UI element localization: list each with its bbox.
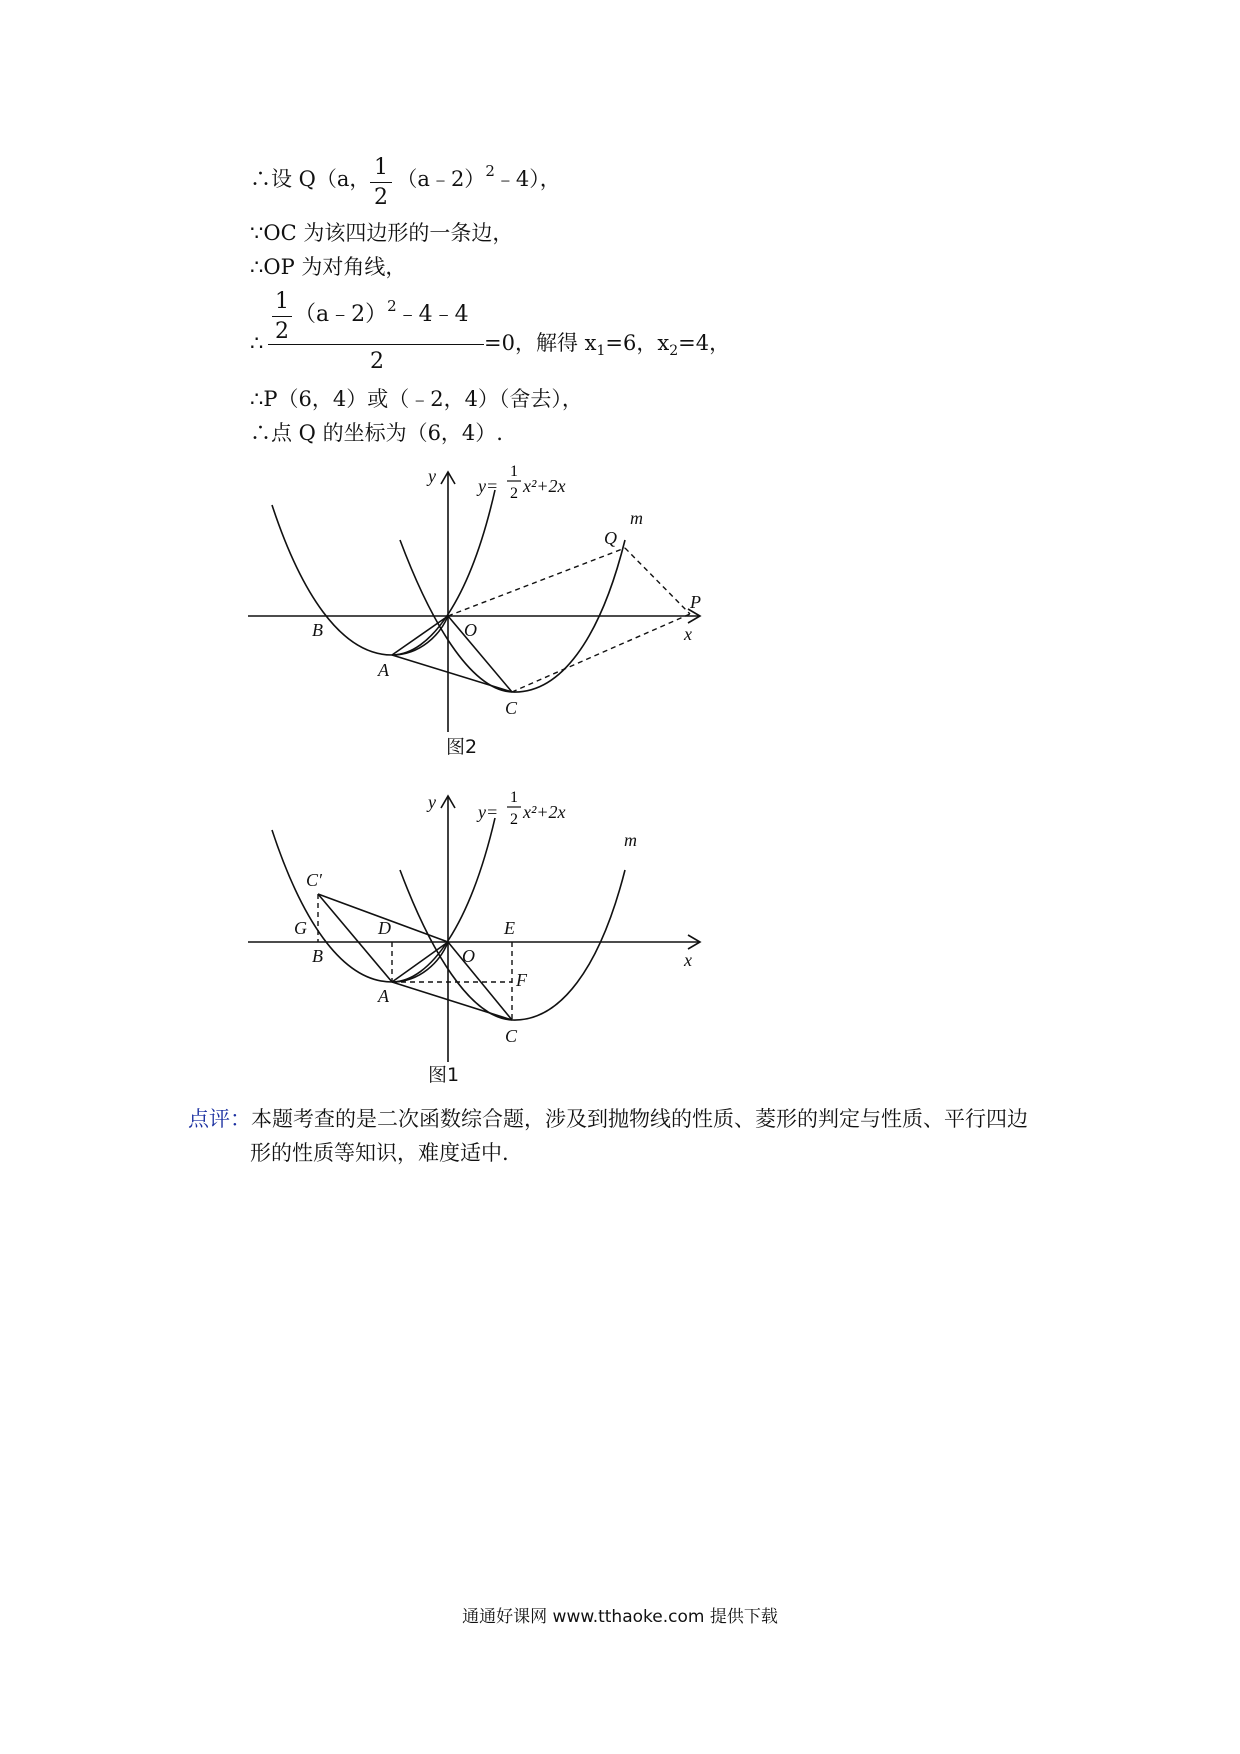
fig1-label-G: G — [294, 918, 307, 938]
fig1-label-E: E — [504, 918, 515, 938]
line4-denominator: 2 — [370, 349, 384, 374]
fig1-label-B: B — [312, 946, 323, 966]
fig1-label-C: C — [505, 1026, 518, 1046]
line4-num-b: ﹣4﹣4 — [396, 302, 469, 327]
solution-line-3: ∴OP 为对角线， — [250, 255, 407, 279]
line1-suffix-a: （a﹣2） — [396, 167, 486, 191]
line1-suffix-b: ﹣4）， — [494, 167, 561, 191]
fig1-label-m: m — [624, 830, 637, 850]
line4-sub-1: 1 — [596, 343, 606, 359]
fig1-segment-AO — [392, 942, 448, 982]
line1-prefix: ∴设 Q（a， — [250, 167, 371, 191]
fig2-eq-num: 1 — [510, 463, 518, 480]
fig2-eq-y: y= — [478, 476, 499, 496]
line4-num-a: （a﹣2） — [294, 302, 388, 327]
solution-line-6: ∴点 Q 的坐标为（6，4）. — [250, 421, 503, 445]
fig2-label-A: A — [378, 660, 389, 680]
fig1-label-O: O — [462, 946, 475, 966]
line1-frac-numerator: 1 — [374, 155, 388, 180]
fig1-label-A: A — [378, 986, 389, 1006]
fig1-parabola-m-left — [400, 870, 512, 1020]
comment-block — [188, 1102, 1028, 1136]
line4-sub-2: 2 — [669, 343, 679, 359]
fig2-label-m: m — [630, 508, 643, 528]
fig1-label-F: F — [516, 970, 527, 990]
line1-frac-denominator: 2 — [374, 185, 388, 210]
fig1-segment-AC — [392, 982, 512, 1020]
fig2-eq-rest: x²+2x — [523, 476, 566, 496]
fig2-label-O: O — [464, 620, 477, 640]
comment-line-2: 形的性质等知识，难度适中. — [250, 1141, 509, 1165]
fig2-label-P: P — [690, 592, 701, 612]
line4-num-exponent: 2 — [387, 297, 397, 315]
comment-line-1: 本题考查的是二次函数综合题，涉及到抛物线的性质、菱形的判定与性质、平行四边 — [251, 1107, 1028, 1131]
line4-inner-denominator: 2 — [275, 319, 289, 344]
fig1-eq-rest: x²+2x — [523, 802, 566, 822]
footer-source: 通通好课网 www.tthaoke.com 提供下载 — [462, 1607, 778, 1627]
fig1-label-y: y — [428, 792, 436, 812]
line1-exponent: 2 — [485, 162, 495, 180]
fig1-label-D: D — [378, 918, 391, 938]
fig2-label-x: x — [684, 624, 692, 644]
fig2-label-Q: Q — [604, 528, 617, 548]
line4-result-c: =4， — [678, 331, 731, 355]
fig1-eq-num: 1 — [510, 789, 518, 806]
fig1-segment-OC — [448, 942, 512, 1020]
figure-1-caption: 图1 — [428, 1064, 460, 1086]
comment-tag: 点评： — [188, 1107, 251, 1131]
fig1-eq-y: y= — [478, 802, 499, 822]
line4-inner-numerator: 1 — [275, 289, 289, 314]
solution-line-5: ∴P（6，4）或（﹣2，4）（舍去）， — [250, 387, 583, 411]
fig1-eq-den: 2 — [510, 811, 518, 828]
line4-result-b: =6，x — [605, 331, 670, 355]
solution-line-2: ∵OC 为该四边形的一条边， — [250, 221, 514, 245]
fig1-label-x: x — [684, 950, 692, 970]
fig1-parabola-left — [272, 830, 448, 982]
comment-line-2-block — [250, 1136, 509, 1170]
fig1-parabola-m-right — [512, 870, 625, 1020]
fig2-label-B: B — [312, 620, 323, 640]
fig2-eq-den: 2 — [510, 485, 518, 502]
fig1-parabola-given — [392, 818, 495, 982]
line4-result-a: =0，解得 x — [484, 331, 597, 355]
fig2-label-C: C — [505, 698, 518, 718]
fig2-label-y: y — [428, 466, 436, 486]
fig1-label-Cprime: C′ — [306, 870, 322, 890]
figure-2-caption: 图2 — [446, 736, 478, 758]
line4-therefore: ∴ — [250, 331, 264, 355]
